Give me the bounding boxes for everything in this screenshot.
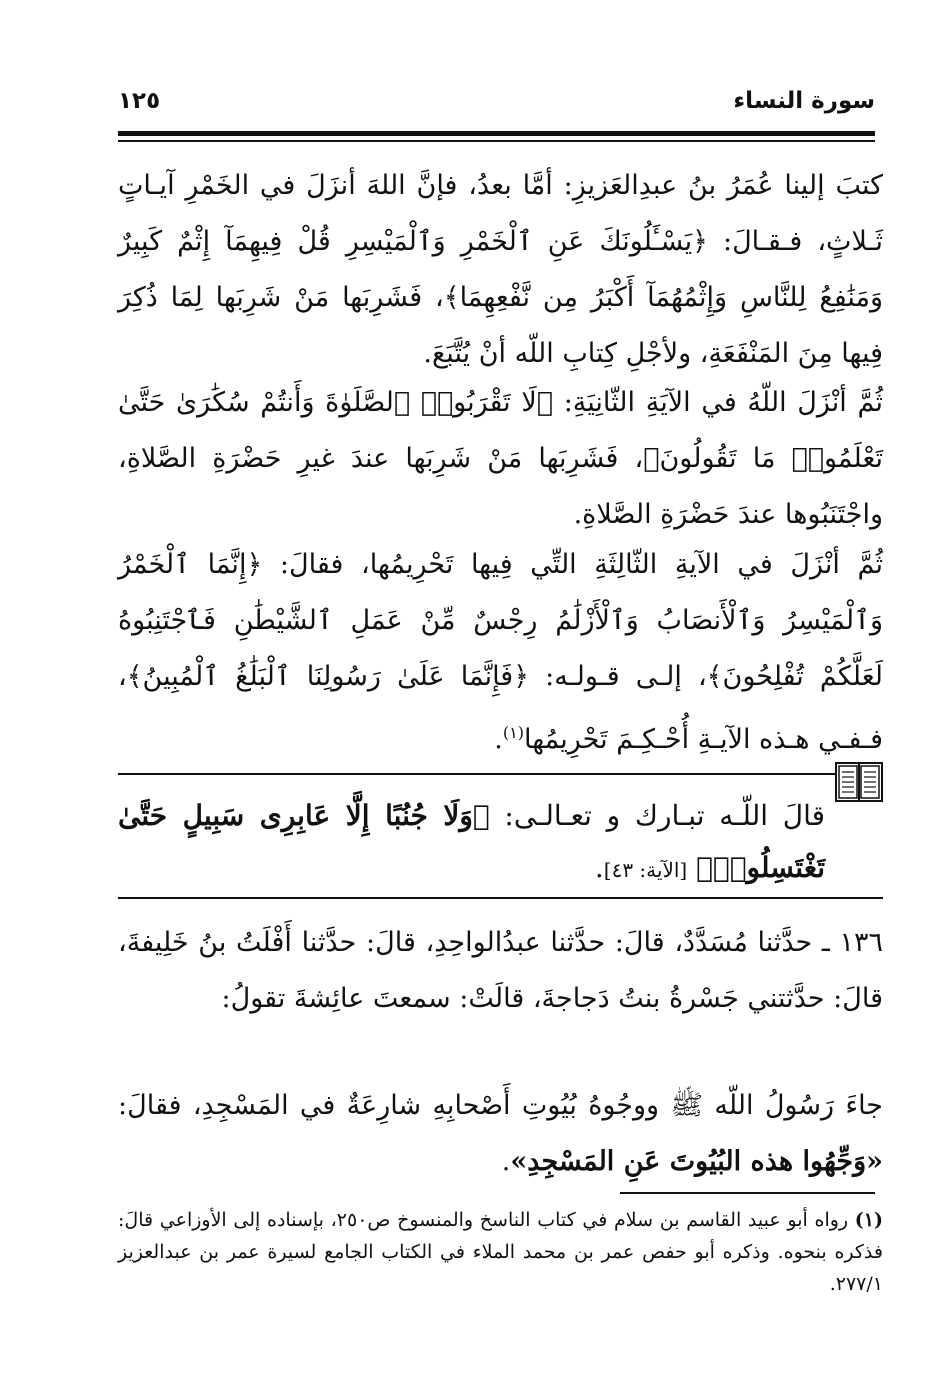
verse-quote: ﴿وَلَا جُنُبًا إِلَّا عَابِرِى سَبِيلٍ حَتَّىٰ تَغْتَسِلُوا۟﴾ bbox=[118, 799, 825, 884]
hadith-text: جاءَ رَسُولُ اللّه ﷺ ووجُوهُ بُيُوتِ أَصْحابِهِ شارِعَةٌ في المَسْجِدِ، فقالَ: bbox=[118, 1090, 883, 1121]
hadith-end: . bbox=[501, 1146, 511, 1177]
page-header bbox=[118, 88, 875, 128]
paragraph-1: كتبَ إلينا عُمَرُ بنُ عبدِالعَزيزِ: أمَّا بعدُ، فإنَّ اللهَ أنزَلَ في الخَمْرِ آيـاتٍ ثَـلاثٍ، فـقـالَ: ﴿يَسْـَٔلُونَكَ عَنِ ٱلْخَمْرِ وَٱلْمَيْسِرِ قُلْ فِيهِمَآ إِثْمٌ كَبِيرٌ وَمَنَٰفِعُ لِلنَّاسِ وَإِثْمُهُمَآ أَكْبَرُ مِن نَّفْعِهِمَا﴾، فَشَرِبَها مَنْ شَرِبَها لِمَا ذُكِرَ فِيها مِنَ المَنْفَعَةِ، ولأجْلِ كِتابِ اللّه أنْ يُتَّبَعَ. bbox=[118, 170, 883, 369]
hadith-quote: «وَجِّهُوا هذه البُيُوتَ عَنِ المَسْجِدِ» bbox=[510, 1146, 883, 1177]
verse-box-top-rule bbox=[118, 773, 835, 775]
footnote-text: رواه أبو عبيد القاسم بن سلام في كتاب الناسخ والمنسوخ ص٢٥٠، بإسناده إلى الأوزاعي قالَ: فذكره بنحوه. وذكره أبو حفص عمر بن محمد الملاء في الكتاب الجامع لسيرة عمر بن عبدالعزيز ٢٧٧/١. bbox=[118, 1209, 883, 1295]
footnote-rule bbox=[620, 1192, 875, 1194]
hadith-matn bbox=[118, 1078, 883, 1190]
verse-reference: [الآية: ٤٣] bbox=[603, 858, 688, 882]
footnote-number: (١) bbox=[854, 1209, 883, 1231]
paragraph-3 bbox=[118, 537, 883, 768]
verse-end: . bbox=[594, 851, 604, 884]
footnote bbox=[118, 1204, 883, 1300]
footnote-marker: (١) bbox=[502, 723, 524, 742]
open-book-icon bbox=[835, 762, 883, 802]
verse-intro: قالَ اللّـه تبـارك و تعـالـى: bbox=[489, 799, 825, 832]
hadith-isnad: ١٣٦ ـ حدَّثنا مُسَدَّدٌ، قالَ: حدَّثنا عبدُالواحِدِ، قالَ: حدَّثنا أَفْلَتُ بنُ خَلِيفةَ، قالَ: حدَّثتني جَسْرةُ بنتُ دَجاجةَ، قالَتْ: سمعتَ عائِشةَ تقولُ: bbox=[118, 927, 883, 1014]
surah-title: سورة النساء bbox=[733, 88, 875, 114]
paragraph-2: ثُمَّ أنْزَلَ اللّهُ في الآيَةِ الثّانِيَةِ: ﴿لَا تَقْرَبُوا۟ ٱلصَّلَوٰةَ وَأَنتُمْ سُكَٰرَىٰ حَتَّىٰ تَعْلَمُوا۟ مَا تَقُولُونَ﴾، فَشَرِبَها مَنْ شَرِبَها عندَ غيرِ حَضْرَةِ الصَّلاةِ، واجْتَنَبُوها عندَ حَضْرَةِ الصَّلاةِ. bbox=[118, 387, 883, 530]
header-rule-thick bbox=[118, 131, 875, 136]
verse-box-bottom-rule bbox=[118, 897, 883, 899]
verse-box-text bbox=[118, 790, 825, 896]
paragraph-3-end: . bbox=[494, 724, 503, 755]
header-rule-thin bbox=[118, 140, 875, 142]
paragraph-3-text: ثُمَّ أنْزَلَ في الآيةِ الثّالِثَةِ التِّي فِيها تَحْرِيمُها، فقالَ: ﴿إِنَّمَا ٱلْخَمْرُ وَٱلْمَيْسِرُ وَٱلْأَنصَابُ وَٱلْأَزْلَٰمُ رِجْسٌ مِّنْ عَمَلِ ٱلشَّيْطَٰنِ فَٱجْتَنِبُوهُ لَعَلَّكُمْ تُفْلِحُونَ﴾، إلـى قـولـه: ﴿فَإِنَّمَا عَلَىٰ رَسُولِنَا ٱلْبَلَٰغُ ٱلْمُبِينُ﴾، فـفـي هـذه الآيـةِ أُحْـكِـمَ تَحْرِيمُها bbox=[118, 549, 883, 755]
page-number: ١٢٥ bbox=[118, 88, 161, 114]
